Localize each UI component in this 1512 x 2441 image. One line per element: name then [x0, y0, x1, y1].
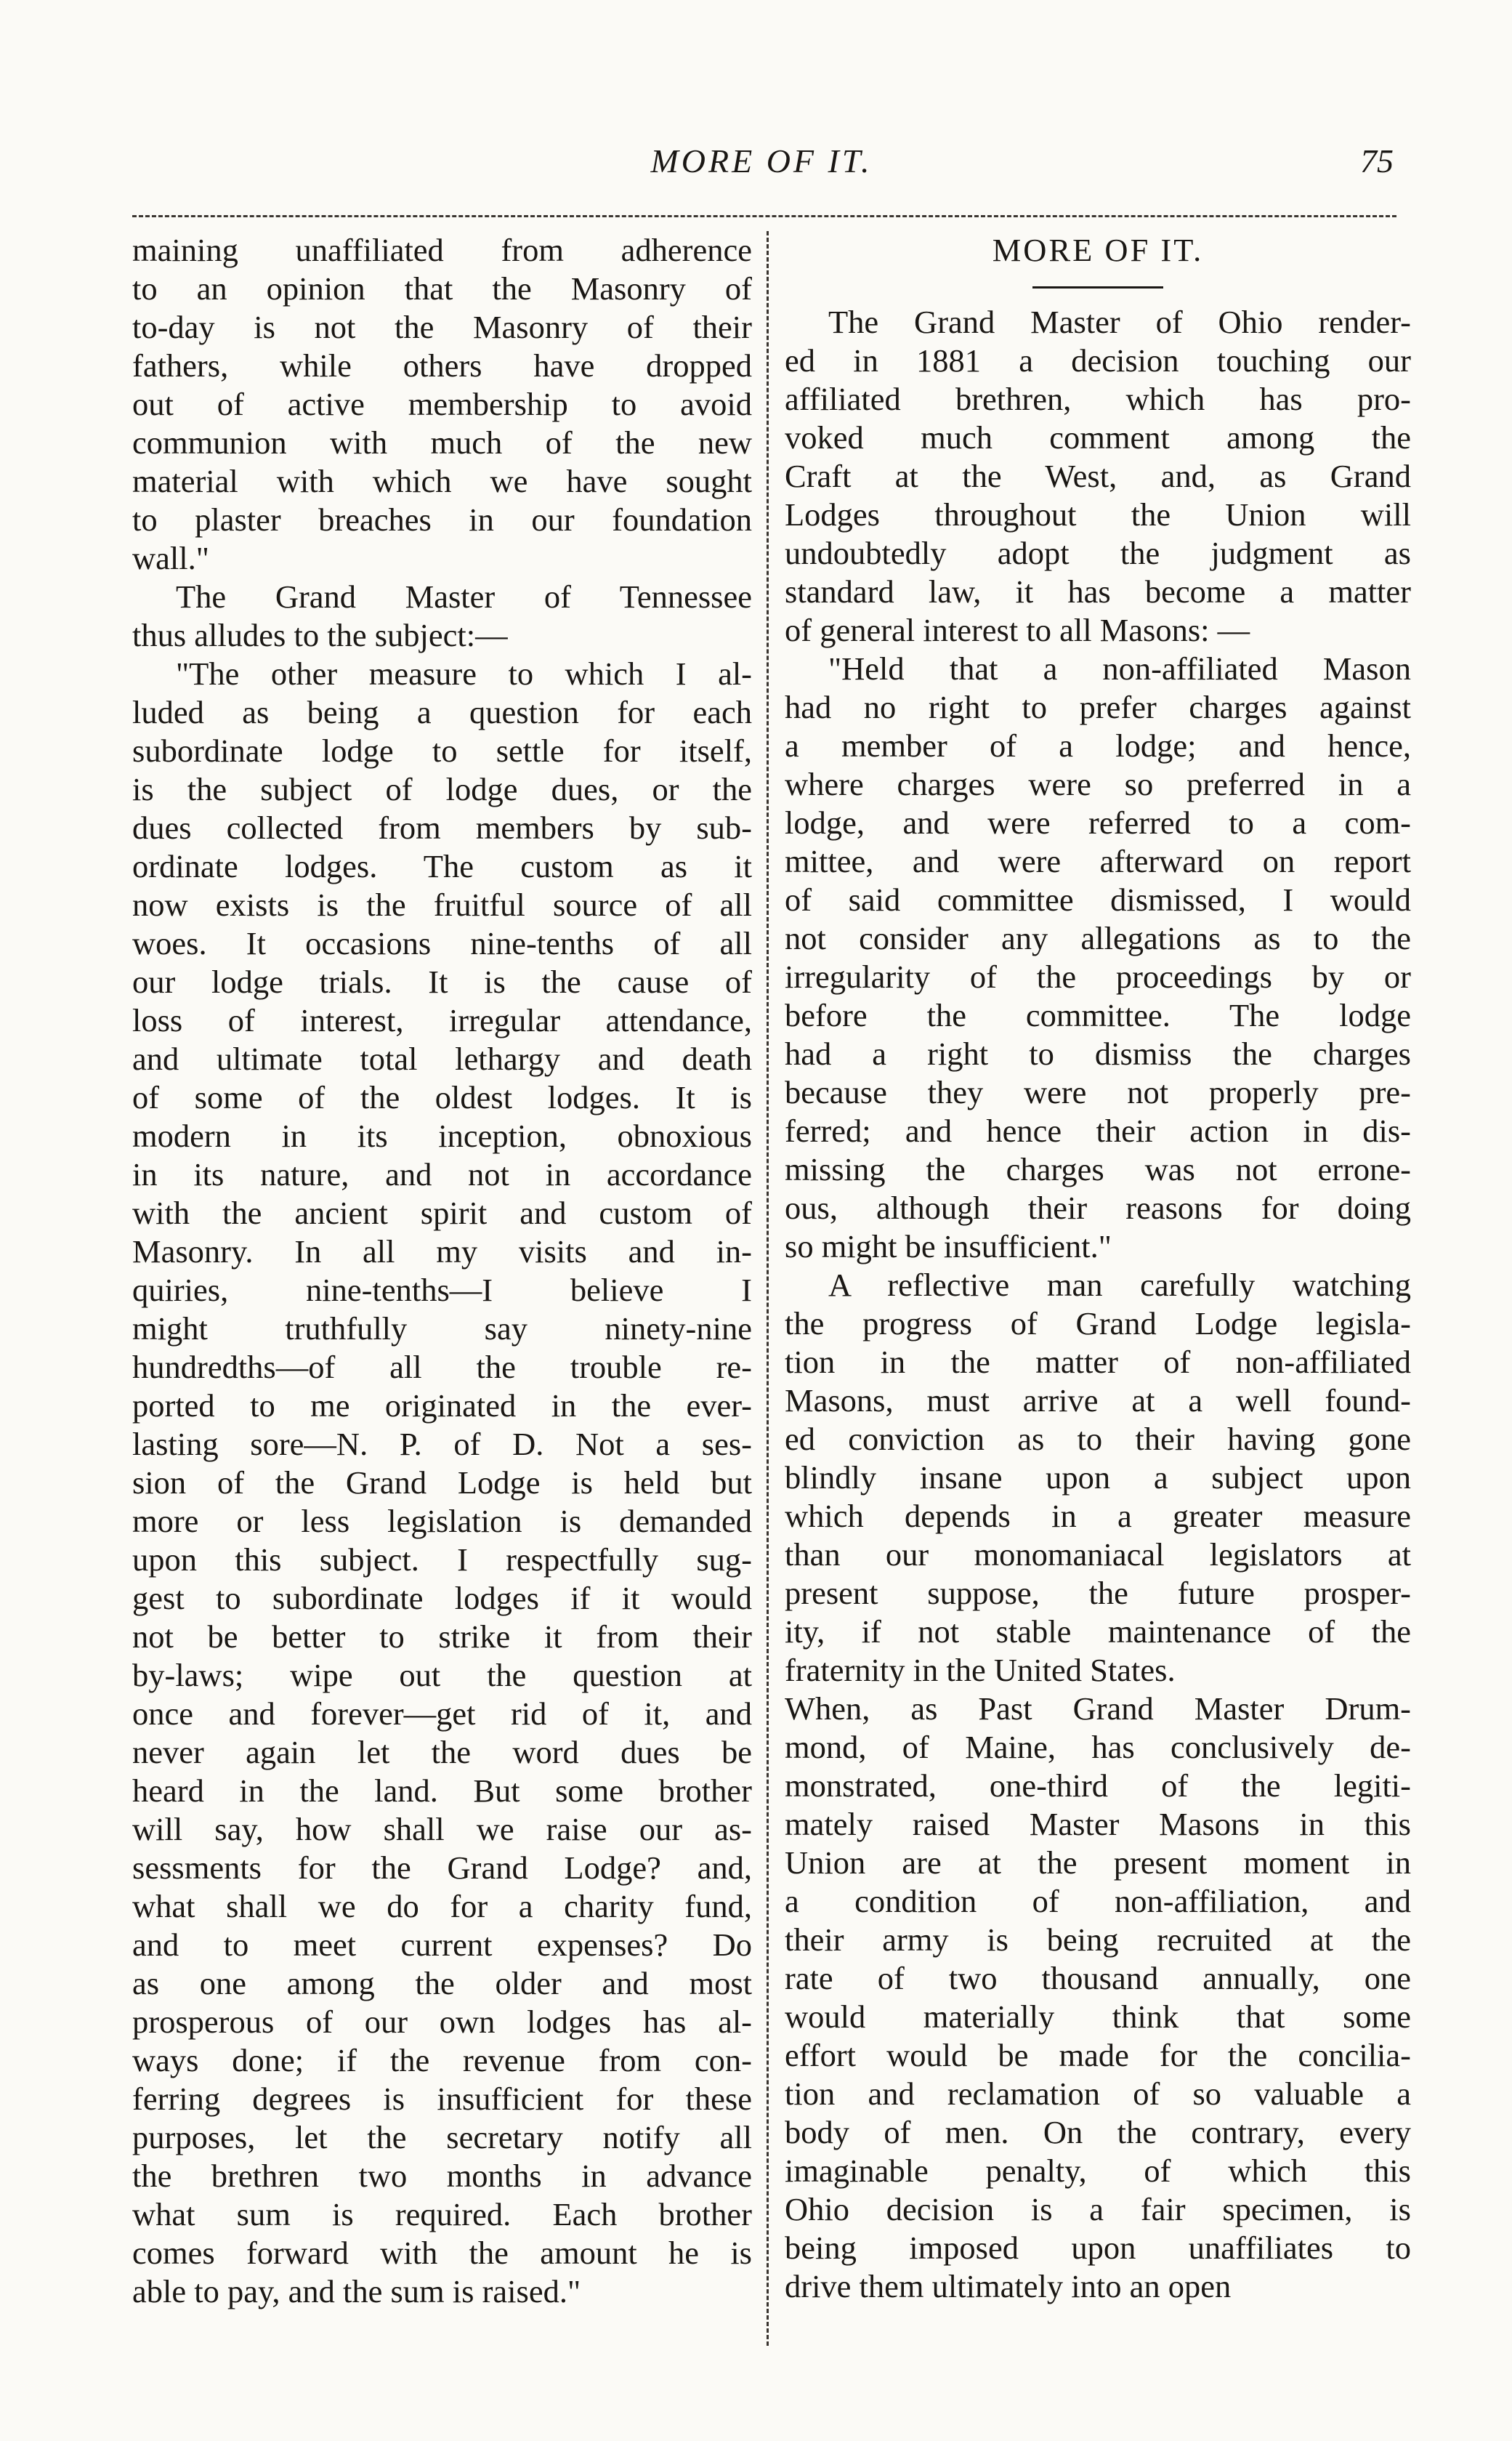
- text-line: "Held that a non-affiliated Mason: [828, 650, 1411, 687]
- text-line: by-laws; wipe out the question at: [132, 1657, 752, 1693]
- text-line: might truthfully say ninety-nine: [132, 1310, 752, 1347]
- text-line: a condition of non-affiliation, and: [785, 1883, 1411, 1919]
- text-line: before the committee. The lodge: [785, 997, 1411, 1033]
- text-line: fraternity in the United States.: [785, 1652, 1176, 1688]
- running-head-title: MORE OF IT.: [650, 142, 873, 179]
- text-line: maining unaffiliated from adherence: [132, 232, 752, 268]
- text-line: sessments for the Grand Lodge? and,: [132, 1849, 752, 1886]
- text-line: which depends in a greater measure: [785, 1498, 1411, 1534]
- text-line: more or less legislation is demanded: [132, 1503, 752, 1539]
- text-line: what sum is required. Each brother: [132, 2196, 752, 2232]
- text-line: ported to me originated in the ever-: [132, 1387, 752, 1424]
- header-rule: [132, 215, 1396, 217]
- text-line: because they were not properly pre-: [785, 1074, 1411, 1110]
- text-line: rate of two thousand annually, one: [785, 1960, 1411, 1996]
- text-line: tion in the matter of non-affiliated: [785, 1344, 1411, 1380]
- text-line: ways done; if the revenue from con-: [132, 2042, 752, 2078]
- text-line: material with which we have sought: [132, 463, 752, 499]
- text-line: subordinate lodge to settle for itself,: [132, 733, 752, 769]
- text-line: to plaster breaches in our foundation: [132, 501, 752, 538]
- heading-rule: [1032, 286, 1163, 289]
- text-line: our lodge trials. It is the cause of: [132, 964, 752, 1000]
- text-line: communion with much of the new: [132, 424, 752, 461]
- text-line: Union are at the present moment in: [785, 1844, 1411, 1881]
- text-line: voked much comment among the: [785, 419, 1411, 456]
- text-line: ed in 1881 a decision touching our: [785, 342, 1411, 379]
- text-line: undoubtedly adopt the judgment as: [785, 535, 1411, 571]
- text-line: dues collected from members by sub-: [132, 810, 752, 846]
- text-line: of said committee dismissed, I would: [785, 881, 1411, 918]
- text-line: imaginable penalty, of which this: [785, 2152, 1411, 2189]
- text-line: gest to subordinate lodges if it would: [132, 1580, 752, 1616]
- text-line: mond, of Maine, has conclusively de-: [785, 1729, 1411, 1765]
- text-line: heard in the land. But some brother: [132, 1772, 752, 1809]
- text-line: lodge, and were referred to a com-: [785, 804, 1411, 841]
- text-line: mately raised Master Masons in this: [785, 1806, 1411, 1842]
- text-line: tion and reclamation of so valuable a: [785, 2075, 1411, 2112]
- text-line: with the ancient spirit and custom of: [132, 1195, 752, 1231]
- text-line: lasting sore—N. P. of D. Not a ses-: [132, 1426, 752, 1462]
- text-line: what shall we do for a charity fund,: [132, 1888, 752, 1924]
- text-line: blindly insane upon a subject upon: [785, 1459, 1411, 1496]
- text-line: upon this subject. I respectfully sug-: [132, 1541, 752, 1578]
- text-line: fathers, while others have dropped: [132, 347, 752, 384]
- text-line: luded as being a question for each: [132, 694, 752, 730]
- text-line: woes. It occasions nine-tenths of all: [132, 925, 752, 961]
- text-line: ous, although their reasons for doing: [785, 1190, 1411, 1226]
- text-line: drive them ultimately into an open: [785, 2268, 1232, 2304]
- text-line: would materially think that some: [785, 1998, 1411, 2035]
- text-line: of some of the oldest lodges. It is: [132, 1079, 752, 1115]
- text-line: as one among the older and most: [132, 1965, 752, 2001]
- text-line: to an opinion that the Masonry of: [132, 270, 752, 307]
- text-line: ordinate lodges. The custom as it: [132, 848, 752, 884]
- text-line: their army is being recruited at the: [785, 1921, 1411, 1958]
- text-line: a member of a lodge; and hence,: [785, 727, 1411, 764]
- text-line: A reflective man carefully watching: [828, 1267, 1411, 1303]
- text-line: missing the charges was not errone-: [785, 1151, 1411, 1187]
- text-line: so might be insufficient.": [785, 1228, 1112, 1264]
- text-line: quiries, nine-tenths—I believe I: [132, 1272, 752, 1308]
- text-line: "The other measure to which I al-: [176, 655, 752, 692]
- text-line: the progress of Grand Lodge legisla-: [785, 1305, 1411, 1341]
- text-line: is the subject of lodge dues, or the: [132, 771, 752, 807]
- text-line: thus alludes to the subject:—: [132, 617, 508, 653]
- text-line: Masonry. In all my visits and in-: [132, 1233, 752, 1270]
- text-line: Ohio decision is a fair specimen, is: [785, 2191, 1411, 2227]
- text-line: where charges were so preferred in a: [785, 766, 1411, 802]
- text-line: ferring degrees is insufficient for these: [132, 2081, 752, 2117]
- text-line: monstrated, one-third of the legiti-: [785, 1767, 1411, 1804]
- text-line: wall.": [132, 540, 209, 576]
- text-line: ity, if not stable maintenance of the: [785, 1613, 1411, 1650]
- text-line: purposes, let the secretary notify all: [132, 2119, 752, 2155]
- text-line: and ultimate total lethargy and death: [132, 1041, 752, 1077]
- text-line: Lodges throughout the Union will: [785, 496, 1411, 533]
- text-line: When, as Past Grand Master Drum-: [785, 1690, 1411, 1727]
- text-line: will say, how shall we raise our as-: [132, 1811, 752, 1847]
- text-line: Masons, must arrive at a well found-: [785, 1382, 1411, 1419]
- text-line: being imposed upon unaffiliates to: [785, 2230, 1411, 2266]
- text-line: hundredths—of all the trouble re-: [132, 1349, 752, 1385]
- text-line: irregularity of the proceedings by or: [785, 959, 1411, 995]
- text-line: standard law, it has become a matter: [785, 573, 1411, 610]
- text-line: the brethren two months in advance: [132, 2158, 752, 2194]
- text-line: now exists is the fruitful source of all: [132, 887, 752, 923]
- running-head: [129, 142, 1394, 193]
- right-column: [785, 231, 1411, 2306]
- text-line: sion of the Grand Lodge is held but: [132, 1464, 752, 1501]
- text-line: mittee, and were afterward on report: [785, 843, 1411, 879]
- text-line: and to meet current expenses? Do: [132, 1926, 752, 1963]
- text-line: loss of interest, irregular attendance,: [132, 1002, 752, 1038]
- text-line: present suppose, the future prosper-: [785, 1575, 1411, 1611]
- text-line: prosperous of our own lodges has al-: [132, 2004, 752, 2040]
- text-line: than our monomaniacal legislators at: [785, 1536, 1411, 1573]
- text-line: of general interest to all Masons: —: [785, 612, 1250, 648]
- text-line: Craft at the West, and, as Grand: [785, 458, 1411, 494]
- text-line: ferred; and hence their action in dis-: [785, 1113, 1411, 1149]
- text-line: effort would be made for the concilia-: [785, 2037, 1411, 2073]
- text-line: not consider any allegations as to the: [785, 920, 1411, 956]
- text-line: affiliated brethren, which has pro-: [785, 381, 1411, 417]
- text-line: to-day is not the Masonry of their: [132, 309, 752, 345]
- text-line: out of active membership to avoid: [132, 386, 752, 422]
- text-line: ed conviction as to their having gone: [785, 1421, 1411, 1457]
- section-heading: MORE OF IT.: [992, 232, 1204, 268]
- column-divider: [767, 231, 769, 2346]
- text-line: modern in its inception, obnoxious: [132, 1118, 752, 1154]
- text-line: The Grand Master of Tennessee: [176, 578, 752, 615]
- text-line: body of men. On the contrary, every: [785, 2114, 1411, 2150]
- text-line: never again let the word dues be: [132, 1734, 752, 1770]
- text-line: able to pay, and the sum is raised.": [132, 2273, 581, 2309]
- left-column: [132, 231, 752, 2311]
- text-line: had no right to prefer charges against: [785, 689, 1411, 725]
- page-number: 75: [1360, 142, 1394, 179]
- text-line: once and forever—get rid of it, and: [132, 1695, 752, 1732]
- text-line: not be better to strike it from their: [132, 1618, 752, 1655]
- text-line: had a right to dismiss the charges: [785, 1036, 1411, 1072]
- text-line: comes forward with the amount he is: [132, 2235, 752, 2271]
- text-line: The Grand Master of Ohio render-: [828, 304, 1411, 340]
- text-line: in its nature, and not in accordance: [132, 1156, 752, 1193]
